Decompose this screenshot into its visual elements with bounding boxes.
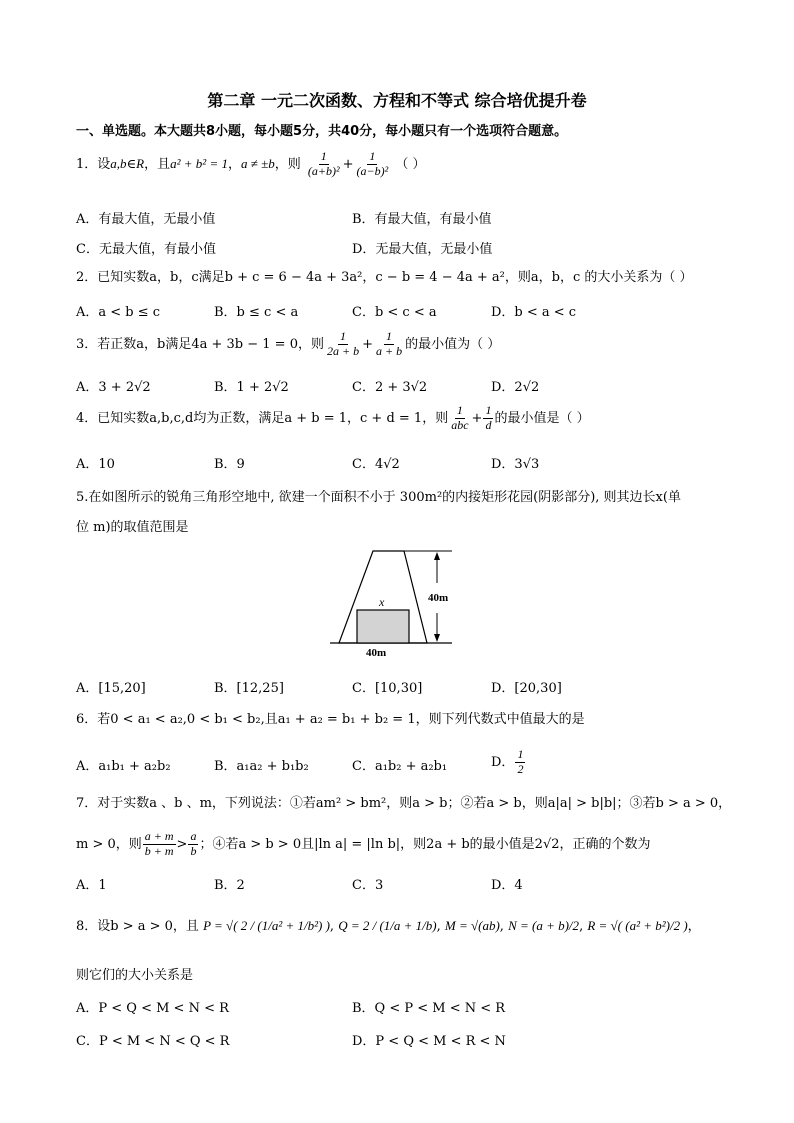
q3-fraction-2: [374, 330, 404, 359]
q8-formula-p: P = √( 2 / (1/a² + 1/b²) ): [203, 918, 330, 933]
q4-plus: +: [471, 410, 483, 426]
q6-option-b: B．a₁a₂ + b₁b₂: [214, 759, 309, 774]
fig-base-label: 40m: [366, 647, 387, 659]
fig-height-label: 40m: [428, 592, 449, 604]
q5-option-d: D．[20,30]: [491, 681, 562, 696]
q4-f1-num: 1: [456, 403, 463, 417]
q7-fraction-1: [143, 830, 176, 859]
q7-option-d: D．4: [491, 878, 523, 893]
q7-option-c: C．3: [352, 878, 384, 893]
q3-option-c: C．2 + 3√2: [352, 380, 428, 395]
q7-option-b: B．2: [214, 878, 245, 893]
q5-option-a: A．[15,20]: [76, 681, 146, 696]
q8-text-a: 8．设b > a > 0，且: [76, 919, 199, 934]
q4-f1-den: abc: [451, 417, 469, 432]
q2-option-b: B．b ≤ c < a: [214, 305, 299, 320]
q5-option-b: B．[12,25]: [214, 681, 284, 696]
q3-fraction-1: [325, 330, 361, 359]
q7-f1-den: b + m: [144, 843, 174, 858]
q6-option-d: [491, 748, 526, 777]
q1-text-a: 1．设: [76, 156, 111, 172]
q8-option-a: A．P < Q < M < N < R: [76, 1001, 229, 1016]
question-1-stem: [76, 150, 425, 179]
q6-option-c: C．a₁b₂ + a₂b₁: [352, 759, 448, 774]
q7-text-a: m > 0，则: [76, 836, 142, 852]
q7-option-a: A．1: [76, 878, 107, 893]
q7-f2-num: a: [190, 829, 197, 843]
q3-option-b: B．1 + 2√2: [214, 380, 289, 395]
question-6-stem: 6．若0 < a₁ < a₂,0 < b₁ < b₂,且a₁ + a₂ = b₁ + b₂ = 1，则下列代数式中值最大的是: [76, 712, 585, 727]
q7-text-b: ；④若a > b > 0且|ln a| = |ln b|，则2a + b的最小值是2√2，正确的个数为: [199, 836, 651, 852]
q8-option-c: C．P < M < N < Q < R: [76, 1034, 230, 1049]
q4-f2-den: d: [485, 417, 492, 432]
q1-answer-paren: （ ）: [395, 156, 426, 172]
q1-condition-1: a,b∈R: [110, 155, 145, 171]
q3-plus: +: [362, 336, 373, 352]
q2-option-d: D．b < a < c: [491, 305, 577, 320]
q1-fraction-1: [306, 150, 342, 179]
question-5-line-2: 位 m)的取值范围是: [76, 520, 189, 535]
q8-comma: ，: [687, 919, 701, 934]
fig-arrowhead-down: [434, 634, 440, 642]
q1-fraction-2: [355, 150, 391, 179]
q4-f2-num: 1: [485, 403, 492, 417]
q1-f1-num: 1: [320, 149, 327, 163]
question-5-line-1: 5.在如图所示的锐角三角形空地中, 欲建一个面积不小于 300m²的内接矩形花园(阴影部分), 则其边长x(单: [76, 490, 681, 505]
q1-plus: +: [342, 156, 354, 172]
q1-condition-3: a ≠ ±b: [240, 155, 275, 171]
q4-fraction-2: [483, 404, 493, 433]
q3-option-a: A．3 + 2√2: [76, 380, 151, 395]
q1-condition-2: a² + b² = 1: [170, 155, 228, 171]
question-8-stem: 8．设b > a > 0，且 P = √( 2 / (1/a² + 1/b²) ), Q = 2 / (1/a + 1/b), M = √(ab), N = (a + b)/2, R = √( (a² + b²)/2 )，: [76, 918, 701, 934]
q4-option-c: C．4√2: [352, 457, 400, 472]
q2-option-a: A．a < b ≤ c: [76, 305, 161, 320]
q7-fraction-2: [188, 830, 198, 859]
q8-formula-r: R = √( (a² + b²)/2 ): [587, 918, 688, 933]
q8-formula-q: Q = 2 / (1/a + 1/b): [338, 918, 437, 933]
q3-option-d: D．2√2: [491, 380, 540, 395]
q1-text-b: ，且: [144, 156, 171, 172]
q8-option-b: B．Q < P < M < N < R: [352, 1001, 506, 1016]
question-4-stem: [76, 404, 590, 433]
q3-f2-num: 1: [386, 329, 393, 343]
q4-option-d: D．3√3: [491, 457, 540, 472]
q1-text-c: ，则: [274, 156, 301, 172]
q6-option-d-fraction: [515, 748, 525, 777]
q7-f1-num: a + m: [144, 829, 174, 843]
page-title: 第二章 一元二次函数、方程和不等式 综合培优提升卷: [207, 91, 587, 110]
q1-option-c: C．无最大值，有最小值: [76, 242, 216, 257]
question-2-stem: 2．已知实数a，b，c满足b + c = 6 − 4a + 3a²，c − b = 4 − 4a + a²，则a，b，c 的大小关系为（ ）: [76, 270, 693, 285]
fig-shaded-rectangle: [357, 610, 409, 643]
q1-f2-den: (a−b)²: [356, 163, 389, 178]
q1-f1-den: (a+b)²: [307, 163, 340, 178]
q4-text-a: 4．已知实数a,b,c,d均为正数，满足a + b = 1，c + d = 1，则: [76, 410, 449, 426]
q5-triangle-figure: [330, 548, 470, 663]
section-heading: 一、单选题。本大题共8小题，每小题5分，共40分，每小题只有一个选项符合题意。: [76, 124, 568, 139]
q3-text-b: 的最小值为（ ）: [405, 336, 501, 352]
q6-d-num: 1: [517, 747, 524, 761]
q1-f2-num: 1: [369, 149, 376, 163]
question-8-line-2: 则它们的大小关系是: [76, 968, 194, 983]
fig-x-label: x: [379, 595, 385, 609]
question-7-line-2: [76, 830, 651, 859]
q4-fraction-1: [449, 404, 470, 433]
q6-d-den: 2: [517, 761, 524, 776]
q8-formula-n: N = (a + b)/2: [508, 918, 580, 933]
q1-option-a: A．有最大值，无最小值: [76, 212, 216, 227]
q1-sep: ，: [227, 156, 241, 172]
q7-gt: >: [176, 836, 188, 852]
q7-f2-den: b: [190, 843, 197, 858]
q4-option-a: A．10: [76, 457, 115, 472]
q3-f2-den: a + b: [376, 343, 403, 358]
q8-formula-m: M = √(ab): [444, 918, 500, 933]
fig-arrowhead-up: [434, 552, 440, 560]
q3-f1-den: 2a + b: [326, 343, 360, 358]
question-3-stem: [76, 330, 500, 359]
question-7-line-1: 7．对于实数a 、b 、m，下列说法：①若am² > bm²，则a > b；②若a > b，则a|a| > b|b|；③若b > a > 0，: [76, 796, 732, 811]
q3-text-a: 3．若正数a，b满足4a + 3b − 1 = 0，则: [76, 336, 324, 352]
q8-option-d: D．P < Q < M < R < N: [352, 1034, 506, 1049]
q1-option-d: D．无最大值，无最小值: [352, 242, 493, 257]
q6-option-a: A．a₁b₁ + a₂b₂: [76, 759, 171, 774]
q4-text-b: 的最小值是（ ）: [494, 410, 590, 426]
q4-option-b: B．9: [214, 457, 245, 472]
q5-option-c: C．[10,30]: [352, 681, 423, 696]
q3-f1-num: 1: [340, 329, 347, 343]
q6-option-d-label: D．: [491, 754, 515, 770]
q1-option-b: B．有最大值，有最小值: [352, 212, 492, 227]
q2-option-c: C．b < c < a: [352, 305, 437, 320]
